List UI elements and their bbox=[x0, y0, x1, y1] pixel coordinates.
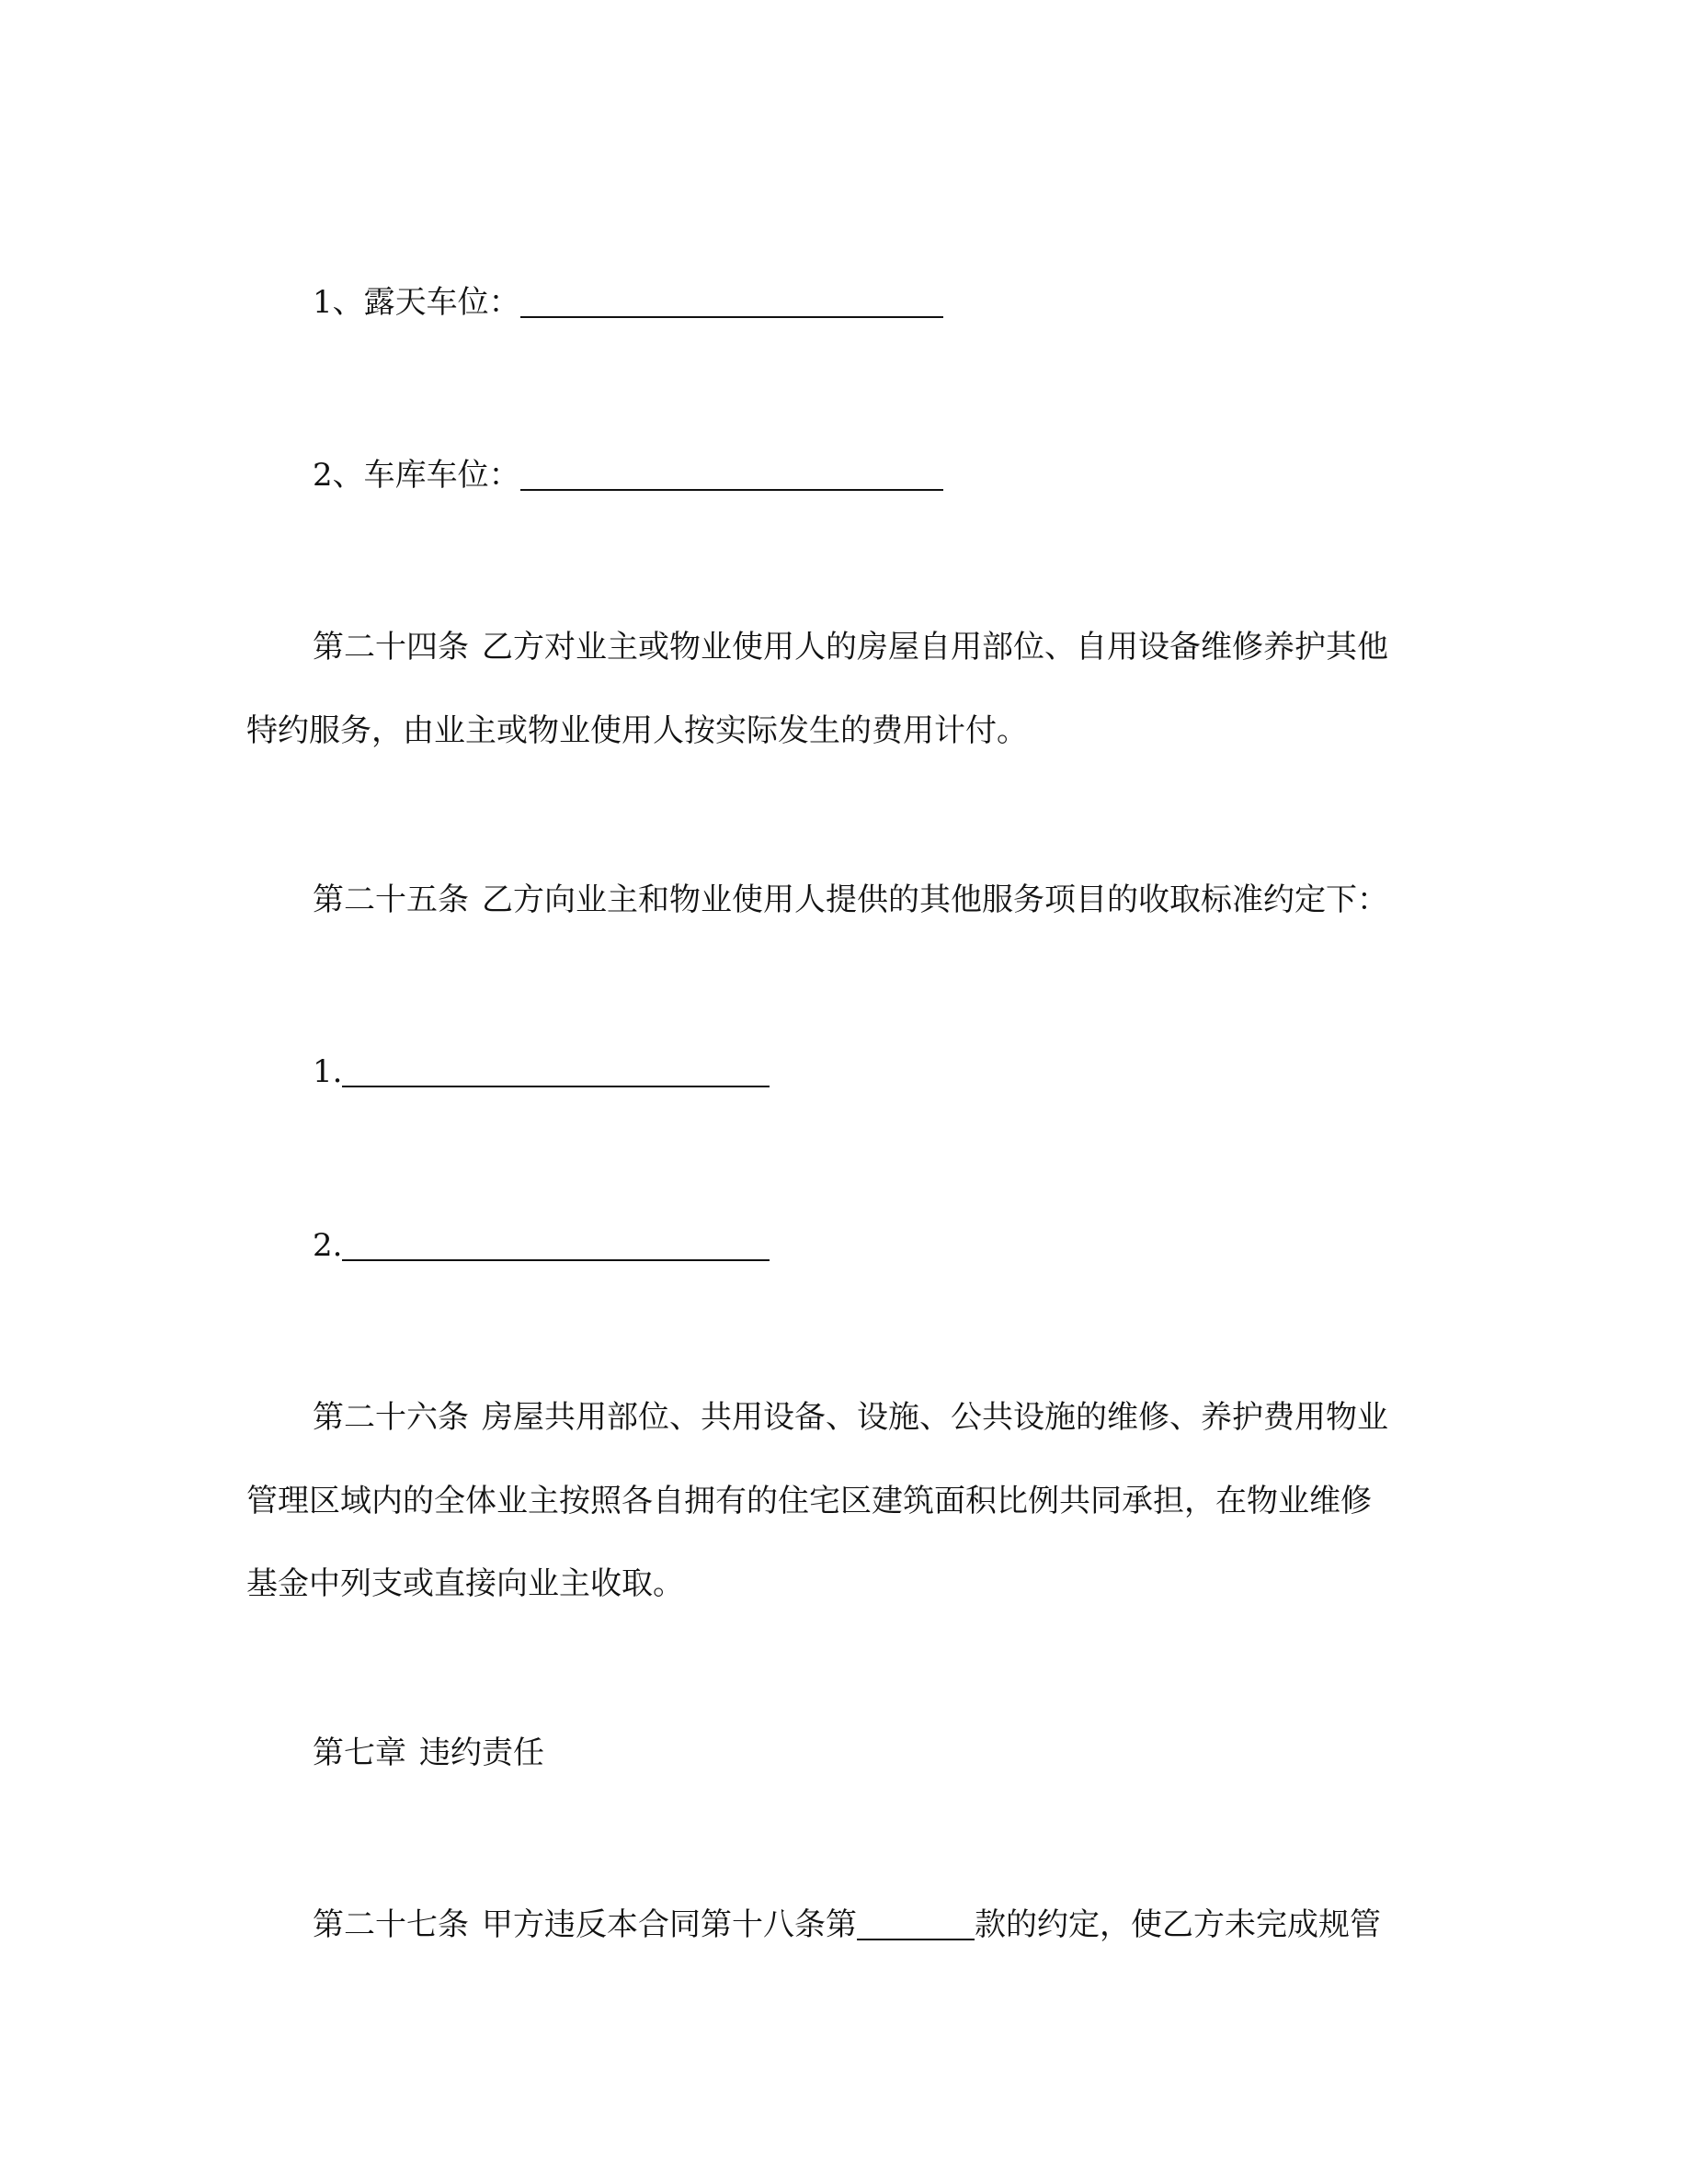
parking-item-1 bbox=[313, 281, 943, 324]
article-26-text-3: 基金中列支或直接向业主收取。 bbox=[246, 1565, 684, 1602]
article-27-blank[interactable] bbox=[857, 1907, 975, 1940]
article-26-line-2 bbox=[246, 1480, 1372, 1522]
parking-item-1-blank[interactable] bbox=[520, 285, 943, 318]
article-27-number: 第二十七条 bbox=[313, 1906, 469, 1943]
parking-item-2-label: 2、车库车位： bbox=[313, 457, 520, 494]
parking-item-2-blank[interactable] bbox=[520, 458, 943, 491]
article-24-line-2 bbox=[246, 710, 1028, 752]
article-27-text-before: 甲方违反本合同第十八条第 bbox=[482, 1906, 857, 1943]
service-item-1-label: 1. bbox=[313, 1053, 343, 1090]
parking-item-2 bbox=[313, 454, 943, 496]
article-27 bbox=[313, 1904, 1381, 1946]
article-25-number: 第二十五条 bbox=[313, 882, 469, 918]
service-item-2 bbox=[313, 1224, 770, 1267]
article-26-number: 第二十六条 bbox=[313, 1399, 469, 1436]
service-item-2-blank[interactable] bbox=[342, 1228, 770, 1261]
article-24-text-2: 特约服务，由业主或物业使用人按实际发生的费用计付。 bbox=[246, 712, 1028, 749]
article-24-number: 第二十四条 bbox=[313, 629, 469, 665]
article-26-text-2: 管理区域内的全体业主按照各自拥有的住宅区建筑面积比例共同承担，在物业维修 bbox=[246, 1483, 1372, 1519]
chapter-7-heading bbox=[313, 1732, 544, 1774]
chapter-7-title: 违约责任 bbox=[419, 1735, 544, 1771]
article-24-line-1 bbox=[313, 626, 1388, 668]
parking-item-1-label: 1、露天车位： bbox=[313, 284, 520, 321]
article-26-line-3 bbox=[246, 1563, 684, 1605]
service-item-1-blank[interactable] bbox=[342, 1054, 770, 1087]
service-item-2-label: 2. bbox=[313, 1227, 343, 1264]
article-26-line-1 bbox=[313, 1396, 1388, 1439]
article-25-text: 乙方向业主和物业使用人提供的其他服务项目的收取标准约定下： bbox=[482, 882, 1388, 918]
article-27-text-after: 款的约定，使乙方未完成规管 bbox=[975, 1906, 1381, 1943]
article-24-text-1: 乙方对业主或物业使用人的房屋自用部位、自用设备维修养护其他 bbox=[482, 629, 1388, 665]
article-25 bbox=[313, 879, 1388, 921]
chapter-7-number: 第七章 bbox=[313, 1735, 406, 1771]
service-item-1 bbox=[313, 1051, 770, 1093]
article-26-text-1: 房屋共用部位、共用设备、设施、公共设施的维修、养护费用物业 bbox=[482, 1399, 1388, 1436]
